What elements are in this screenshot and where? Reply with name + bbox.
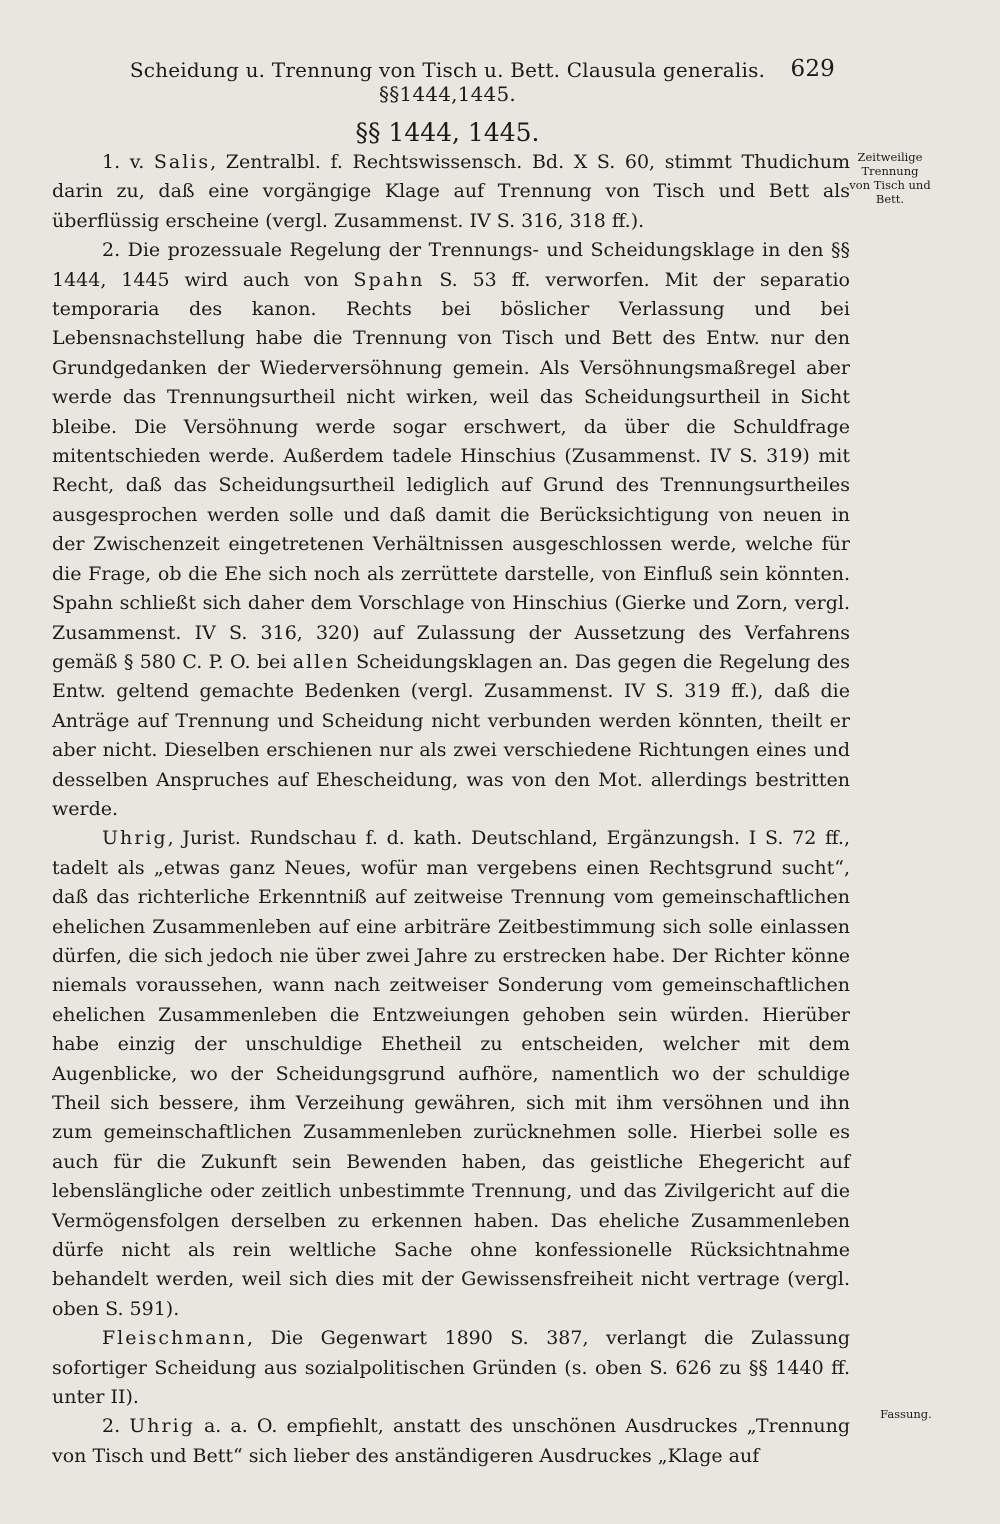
margin-note-line: Bett. — [875, 192, 905, 206]
text-run: 2. Die prozessuale Regelung der Trennungs- und Scheidungsklage in den §§ 1444, 1445 wird auch von — [52, 239, 850, 291]
text-run: 2. — [102, 1415, 130, 1438]
margin-note-wording: Fassung. — [880, 1407, 932, 1421]
text-run: a. a. O. empfiehlt, anstatt des unschönen Ausdruckes „Trennung von Tisch und Bett“ sich lieber des anständigeren Ausdruckes „Klage auf — [52, 1415, 850, 1467]
page-number: 629 — [790, 56, 835, 82]
text-run: 1. v. — [102, 151, 154, 173]
text-run: , Zentralbl. f. Rechtswissensch. Bd. X S. 60, stimmt Thudichum darin zu, daß eine vorgängige Klage auf Trennung von Tisch und Bett als überflüssig erscheine (vergl. Zusammenst. IV S. 316, 318 ff.). — [52, 151, 850, 232]
paragraph — [52, 1412, 850, 1471]
margin-note-line: von Tisch und — [849, 178, 931, 192]
spaced-name: Uhrig — [102, 827, 168, 850]
spaced-name: allen — [292, 650, 350, 673]
paragraph — [52, 236, 850, 824]
section-heading: §§ 1444, 1445. — [355, 118, 540, 147]
running-head-title: Scheidung u. Trennung von Tisch u. Bett. Clausula generalis. §§1444,1445. — [129, 58, 766, 106]
paragraph — [52, 148, 850, 236]
margin-note-line: Zeitweilige — [857, 150, 923, 164]
spaced-name: Uhrig — [129, 1415, 195, 1438]
spaced-name: Salis — [153, 151, 211, 173]
text-run: , Jurist. Rundschau f. d. kath. Deutschland, Ergänzungsh. I S. 72 ff., tadelt als „etwas ganz Neues, wofür man vergebens einen Rechtsgrund sucht“, daß das richterliche Erkenntniß auf zeitweise Trennung vom gemeinschaftlichen ehelichen Zusammenleben auf eine arbiträre Zeitbestimmung sich solle einlassen dürfen, die sich jedoch nie über zwei Jahre zu erstrecken habe. Der Richter könne niemals voraussehen, wann nach zeitweiser Sonderung vom gemeinschaftlichen ehelichen Zusammenleben die Entzweiungen gehoben sein würden. Hierüber habe einzig der unschuldige Ehetheil zu entscheiden, welcher mit dem Augenblicke, wo der Scheidungsgrund aufhöre, namentlich wo der schuldige Theil sich bessere, ihm Verzeihung gewähren, sich mit ihm versöhnen und ihn zum gemeinschaftlichen Zusammenleben zurücknehmen solle. Hierbei solle es auch für die Zukunft sein Bewenden haben, das geistliche Ehegericht auf lebenslängliche oder zeitlich unbestimmte Trennung, und das Zivilgericht auf die Vermögensfolgen derselben zu erkennen haben. Das eheliche Zusammenleben dürfe nicht als rein weltliche Sache ohne konfessionelle Rücksichtnahme behandelt werden, weil sich dies mit der Gewissensfreiheit nicht vertrage (vergl. oben S. 591). — [52, 827, 850, 1320]
text-run: Scheidungsklagen an. Das gegen die Regelung des Entw. geltend gemachte Bedenken (vergl. Zusammenst. IV S. 319 ff.), daß die Anträge auf Trennung und Scheidung nicht verbunden werden könnten, theilt er aber nicht. Dieselben erschienen nur als zwei verschiedene Richtungen eines und desselben Anspruches auf Ehescheidung, was von den Mot. allerdings bestritten werde. — [52, 650, 850, 820]
paragraph — [52, 824, 850, 1324]
spaced-name: Fleischmann — [102, 1327, 248, 1350]
text-run: S. 53 ff. verworfen. Mit der separatio temporaria des kanon. Rechts bei böslicher Verlassung und bei Lebensnachstellung habe die Trennung von Tisch und Bett des Entw. nur den Grundgedanken der Wiederversöhnung gemein. Als Versöhnungsmaßregel aber werde das Trennungsurtheil nicht wirken, weil das Scheidungsurtheil in Sicht bleibe. Die Versöhnung werde sogar erschwert, da über die Schuldfrage mitentschieden werde. Außerdem tadele Hinschius (Zusammenst. IV S. 319) mit Recht, daß das Scheidungsurtheil lediglich auf Grund des Trennungsurtheiles ausgesprochen werden solle und daß damit die Berücksichtigung von neuen in der Zwischenzeit eingetretenen Verhältnissen ausgeschlossen werde, welche für die Frage, ob die Ehe sich noch als zerrüttete darstelle, von Einfluß sein könnten. Spahn schließt sich daher dem Vorschlage von Hinschius (Gierke und Zorn, vergl. Zusammenst. IV S. 316, 320) auf Zulassung der Aussetzung des Verfahrens gemäß § 580 C. P. O. bei — [52, 268, 850, 673]
text-run: , Die Gegenwart 1890 S. 387, verlangt die Zulassung sofortiger Scheidung aus sozialpolitischen Gründen (s. oben S. 626 zu §§ 1440 ff. unter II). — [52, 1327, 850, 1409]
body-text — [52, 148, 850, 1471]
margin-note-line: Trennung — [861, 164, 919, 178]
margin-note-temporary-separation — [835, 150, 945, 206]
paragraph — [52, 1324, 850, 1412]
running-head — [60, 58, 835, 106]
spaced-name: Spahn — [353, 268, 425, 291]
